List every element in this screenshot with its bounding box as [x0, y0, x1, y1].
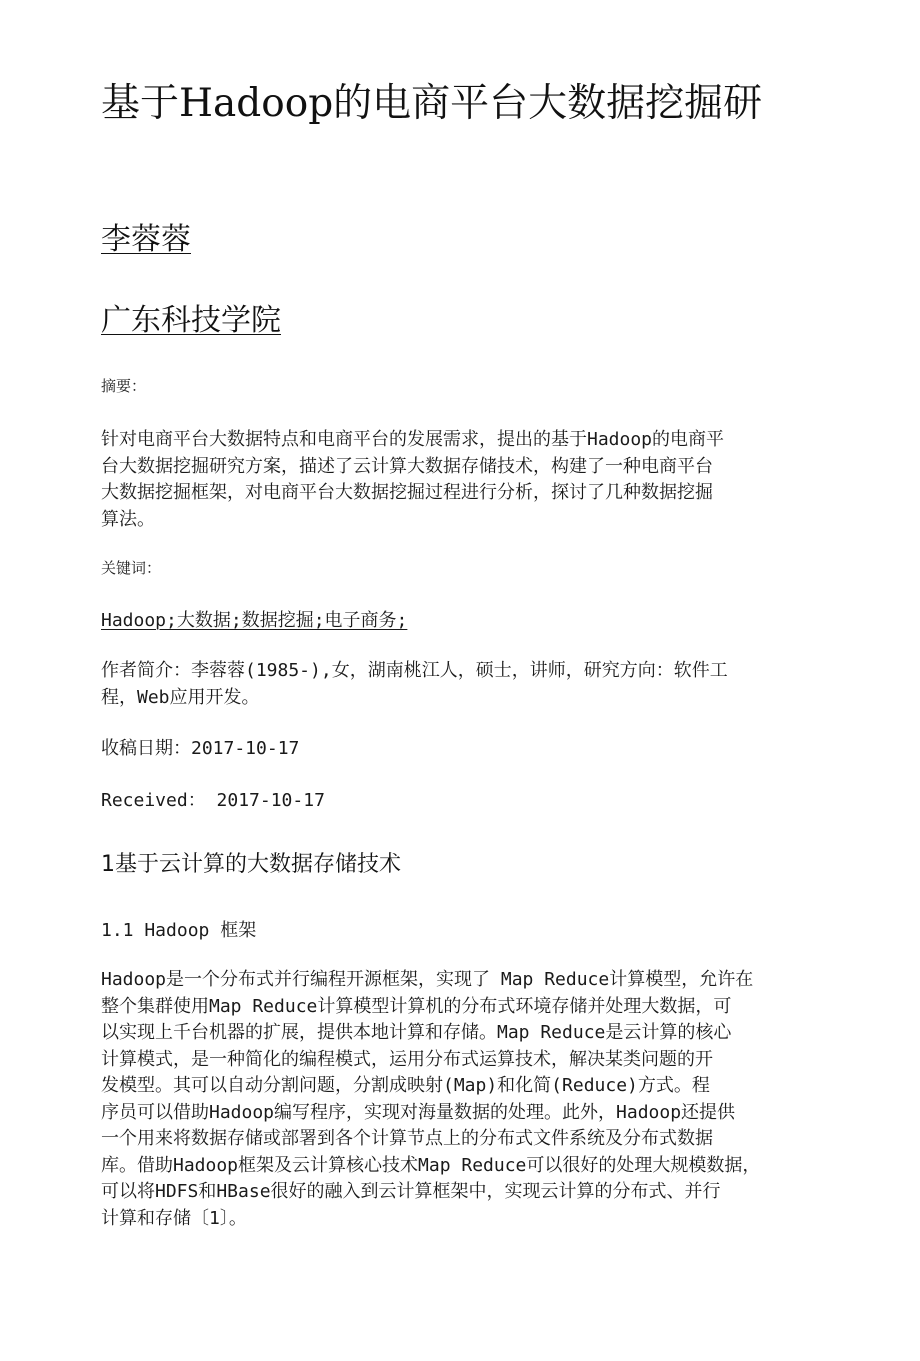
- body-line: 一个用来将数据存储或部署到各个计算节点上的分布式文件系统及分布式数据: [101, 1128, 713, 1149]
- abstract-text: [101, 427, 791, 533]
- abstract-line: 台大数据挖掘研究方案，描述了云计算大数据存储技术，构建了一种电商平台: [101, 455, 713, 477]
- author-bio-line: 作者简介：李蓉蓉(1985-),女，湖南桃江人，硕士，讲师，研究方向：软件工: [101, 660, 728, 681]
- body-line: 库。借助Hadoop框架及云计算核心技术Map Reduce可以很好的处理大规模数据，: [101, 1154, 761, 1176]
- body-paragraph: [101, 967, 801, 1232]
- body-line: 以实现上千台机器的扩展，提供本地计算和存储。Map Reduce是云计算的核心: [101, 1022, 732, 1043]
- author-affiliation[interactable]: 广东科技学院: [101, 303, 281, 338]
- body-line: 整个集群使用Map Reduce计算模型计算机的分布式环境存储并处理大数据，可: [101, 995, 732, 1017]
- subsection-heading: 1.1 Hadoop 框架: [101, 920, 257, 941]
- abstract-line: 大数据挖掘框架，对电商平台大数据挖掘过程进行分析，探讨了几种数据挖掘: [101, 482, 713, 503]
- paper-title: 基于Hadoop的电商平台大数据挖掘研: [101, 81, 763, 126]
- keywords-link[interactable]: Hadoop;大数据;数据挖掘;电子商务;: [101, 610, 408, 631]
- body-line: 可以将HDFS和HBase很好的融入到云计算框架中，实现云计算的分布式、并行: [101, 1181, 721, 1202]
- body-line: 计算模式，是一种简化的编程模式，运用分布式运算技术，解决某类问题的开: [101, 1048, 713, 1070]
- section-heading: 1基于云计算的大数据存储技术: [101, 852, 401, 877]
- abstract-line: 算法。: [101, 508, 155, 530]
- author-bio: [101, 658, 791, 711]
- body-line: Hadoop是一个分布式并行编程开源框架，实现了 Map Reduce计算模型，允许在: [101, 969, 754, 990]
- abstract-label: 摘要：: [101, 377, 147, 395]
- body-line: 计算和存储〔1〕。: [101, 1207, 247, 1229]
- keywords-label: 关键词：: [101, 559, 162, 577]
- body-line: 序员可以借助Hadoop编写程序，实现对海量数据的处理。此外，Hadoop还提供: [101, 1101, 736, 1123]
- author-name[interactable]: 李蓉蓉: [101, 222, 191, 257]
- body-line: 发模型。其可以自动分割问题，分割成映射(Map)和化简(Reduce)方式。程: [101, 1075, 710, 1096]
- author-bio-line: 程，Web应用开发。: [101, 686, 260, 708]
- abstract-line: 针对电商平台大数据特点和电商平台的发展需求，提出的基于Hadoop的电商平: [101, 429, 725, 450]
- received-date-cn: 收稿日期：2017-10-17: [101, 738, 300, 759]
- received-date-en: Received： 2017-10-17: [101, 790, 325, 811]
